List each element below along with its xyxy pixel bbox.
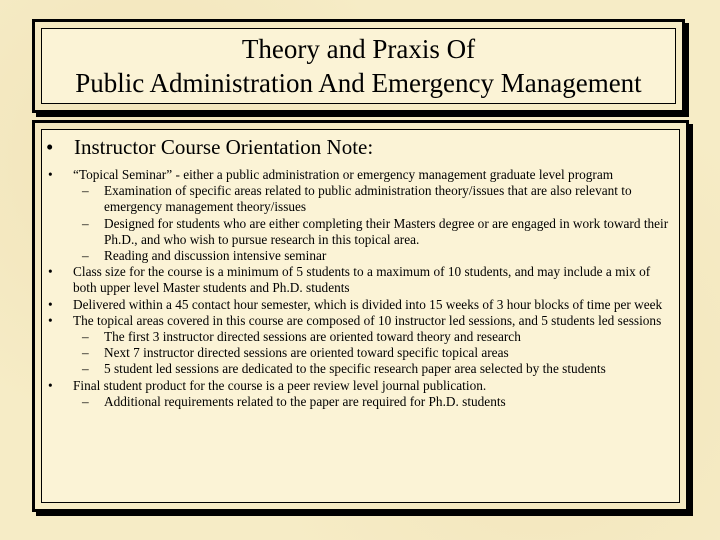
bullet-list [42,167,675,410]
dash-icon: – [82,329,89,345]
sub-item [42,345,675,361]
title-line-1: Theory and Praxis Of [241,34,476,64]
sub-item-text: Additional requirements related to the paper are required for Ph.D. students [104,393,506,409]
bullet-icon: • [48,377,53,393]
list-item-delivery [42,297,675,313]
sub-item-text: Next 7 instructor directed sessions are oriented toward specific topical areas [104,345,509,361]
sub-item [42,216,675,248]
content-frame [32,120,689,512]
title-frame [32,19,685,113]
dash-icon: – [82,393,89,409]
list-item-text: Delivered within a 45 contact hour semester, which is divided into 15 weeks of 3 hour blocks of time per week [73,296,663,312]
list-item-text: The topical areas covered in this course are composed of 10 instructor led sessions, and 5 students led sessions [73,312,662,328]
dash-icon: – [82,248,89,264]
sub-item [42,329,675,345]
bullet-icon: • [48,264,53,280]
sub-item [42,394,675,410]
sub-item-text: Examination of specific areas related to public administration theory/issues that are also relevant to emergency management theory/issues [104,183,632,215]
dash-icon: – [82,183,89,199]
list-item-text: “Topical Seminar” - either a public administration or emergency management graduate level program [73,167,614,182]
list-item-text: Final student product for the course is a peer review level journal publication. [73,377,487,393]
bullet-icon: • [48,296,53,312]
list-item-topical-seminar [42,167,675,183]
dash-icon: – [82,345,89,361]
bullet-icon: • [46,135,54,159]
bullet-icon: • [48,312,53,328]
content-panel [41,129,680,503]
sub-item [42,183,675,215]
heading-text: Instructor Course Orientation Note: [74,135,374,159]
dash-icon: – [82,361,89,377]
title-panel [41,28,676,104]
sub-item [42,361,675,377]
sub-item [42,248,675,264]
bullet-icon: • [48,167,53,182]
list-item-text: Class size for the course is a minimum of 5 students to a maximum of 10 students, and may include a mix of both upper level Master students and Ph.D. students [73,264,651,296]
list-item-topical-areas [42,313,675,329]
sub-item-text: 5 student led sessions are dedicated to the specific research paper area selected by the students [104,361,606,377]
sub-item-text: Designed for students who are either completing their Masters degree or are engaged in work toward their Ph.D., and who wish to pursue research in this topical area. [104,215,669,247]
list-item-final-product [42,378,675,394]
sub-item-text: The first 3 instructor directed sessions are oriented toward theory and research [104,329,521,345]
list-item-class-size [42,264,675,296]
dash-icon: – [82,215,89,231]
title-line-2: Public Administration And Emergency Management [75,68,642,98]
sub-item-text: Reading and discussion intensive seminar [104,248,327,264]
